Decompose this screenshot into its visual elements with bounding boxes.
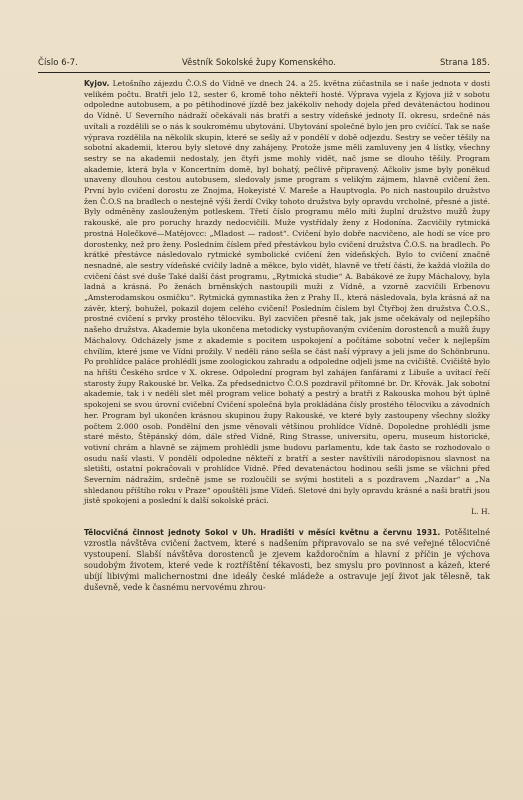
article-uh-hradiste xyxy=(84,527,490,594)
article-uh-hradiste-lead: Tělocvičná činnost jednoty Sokol v Uh. Hradišti v měsíci květnu a červnu 1931. xyxy=(84,527,445,537)
article-kyjov-signature: L. H. xyxy=(471,507,490,517)
journal-title: Věstník Sokolské župy Komenského. xyxy=(182,57,336,67)
page-body xyxy=(84,79,490,593)
page-number: Strana 185. xyxy=(439,57,490,67)
article-kyjov-lead: Kyjov. xyxy=(84,79,113,88)
article-uh-hradiste-text: Potěšitelné vzrostla návštěva cvičení žactvem, které s nadšením připravovalo se na své veřejné tělocvičné vystoupení. Slabší návštěva dorostenců je zjevem každoročním a hlavní z příčin je výchova soudobým životem, které vede k roztříštění tékavosti, bez smyslu pro povinnost a kázeň, které ubíjí libivými malichernostmi dne ideály české mládeže a ostravuje její život jak tělesně, tak duševně, vede k časnému nervovému zhrou- xyxy=(84,526,490,593)
article-kyjov xyxy=(84,79,490,518)
header-rule xyxy=(38,72,490,73)
issue-number: Číslo 6-7. xyxy=(38,57,78,67)
running-header xyxy=(38,57,490,67)
article-kyjov-text: Letošního zájezdu Č.O.S do Vídně ve dnech 24. a 25. května zúčastnila se i naše jednota v dosti velikém počtu. Bratři jelo 12, sester 6, kromě toho někteří hosté. Výprava vyjela z Kyjova již v sobotu odpoledne autobusem, a po pětihodinové jízdě bez jakékoliv nehody dojela před devátenáctou hodinou do Vídně. U Severního nádraží očekávali nás bratři a sestry vídeňské jednoty II. okresu, srdečně nás uvítali a rozdělili se o nás k soukromému ubytování. Ubytování společné bylo jen pro cvičící. Tak se naše výprava rozdělila na několik skupin, které se sešly až v pondělí v době odjezdu. Sestry se večer těšily na sobotní akademii, kterou byly sletové dny zahájeny. Protože jsme měli zamluveny jen 4 lístky, všechny sestry se na akademii nedostaly, jen čtyři jsme mohly vidět, nač jsme se dlouho těšily. Program akademie, která byla v Koncertním domě, byl bohatý, pečlivě připravený. Ačkoliv jsme byly poněkud unaveny dlouhou cestou autobusem, sledovaly jsme program s velikým zájmem, hlavně cvičení žen. První bylo cvičení dorostu ze Znojma, Hokeyisté V. Mareše a Hauptvogla. Po nich nastoupilo družstvo žen Č.O.S na bradlech o nestejně výši žerdí Cviky tohoto družstva byly opravdu vrcholné, přesné a jisté. Byly odměněny zaslouženým potleskem. Třetí číslo programu mělo míti župlní družstvo mužů župy rakouské, ale pro poruchy hrazdy nedocvičili. Muže vystřídaly ženy z Hodonína. Zacvičily rytmická prostná Holečkové—Matějovcc: „Mladost — radost“. Cvičení bylo dobře nacvičeno, ale hodí se více pro dorostenky, než pro ženy. Posledním číslem před přestávkou bylo cvičení družstva Č.O.S. na bradlech. Po krátké přestávce následovalo rytmické symbolické cvičení žen vídeňských. Bylo to cvičení značně nesnadné, ale sestry vídeňské cvičily ladně a měkce, bylo vidět, hlavně ve třetí části, že každá vložila do cvičení část své duše Také další část programu, „Rytmická studie“ A. Babákové ze župy Máchalovy, byla ladná a krásná. Po ženách brněnských nastoupili muži z Vídně, a vzorně zacvičili Erbenovu „Amsterodamskou osmičku“. Rytmická gymnastika žen z Prahy II., která následovala, byla krásná až na závěr, který, bohužel, pokazil dojem celého cvičení! Posledním číslem byl Čtyřboj žen družstva Č.O.S., prostné cvičení s prvky prostého tělocviku. Byl zacvičen přesně tak, jak jsme očekávaly od nejlepšího našeho družstva. Akademie byla ukončena metodicky vystupňovaným cvičením dorostenců a mužů župy Máchalovy. Odcházely jsme z akademie s pocitem uspokojení a počítáme sobotní večer k nejlepším chvílím, které jsme ve Vídni prožily. V neděli ráno sešla se část naší výpravy a jeli jsme do Schönbrunu. Po prohlídce paláce prohlédli jsme zoologickou zahradu a odpoledne odjeli jsme na cvičiště. Cvičiště bylo na hřišti Českého srdce v X. okrese. Odpolední program byl zahájen fanfárami z Libuše a uvítací řečí starosty župy Rakouské br. Velka. Za předsednictvo Č.O.S pozdravil přítomné br. Dr. Křovák. Jak sobotní akademie, tak i v neděli slet měl program velice bohatý a pestrý a bratři z Rakouska mohou být úplně spokojeni se svou úrovní cvičební Cvičení společná byla prokládána čísly prostého tělocviku a závodních her. Program byl ukončen krásnou skupinou župy Rakouské, ve které byly zastoupeny všechny složky počtem 2.000 osob. Pondělní den jsme věnovali většinou prohlídce Vídně. Dopoledne prohlédli jsme staré město, Štěpánský dóm, dále střed Vídně, Ring Strasse, universitu, operu, museum historické, votivní chrám a hlavně se zájmem prohlédli jsme budovu parlamentu, kde tak často se rozhodovalo o osudu naší vlasti. V pondělí odpoledne někteří z bratří a sester navštívili národopisnou slavnost na sletišti, ostatní pokračovali v prohlídce Vídně. Před devatenáctou hodinou sešli jsme se všichni před Severním nádražím, srdečně jsme se rozloučili se svými hostiteli a s pozdravem „Nazdar“ a „Na shledanou příštího roku v Praze“ opouštěli jsme Vídeň. Sletové dni byly opravdu krásné a naši bratři jsou jistě spokojeni a poslední k další sokolské práci. xyxy=(84,79,490,506)
